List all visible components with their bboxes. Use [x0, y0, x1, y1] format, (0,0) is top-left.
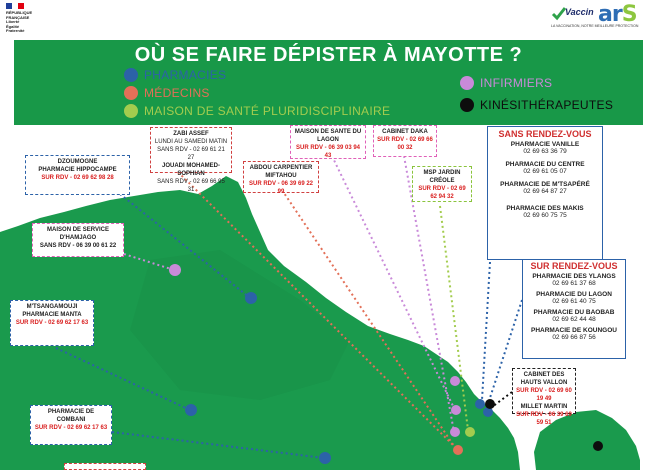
pharmacy-makis-name: PHARMACIE DES MAKIS	[506, 205, 584, 212]
marker-dzoumogne-pharmacy	[245, 292, 257, 304]
box-dzoumogne	[25, 155, 130, 195]
maison-lagon-phone: SUR RDV - 06 39 03 94 43	[295, 145, 361, 159]
pharmacy-koungou-phone: 02 69 66 87 56	[552, 334, 596, 341]
marker-abdou-nurse	[450, 427, 460, 437]
abdou-phone: SUR RDV - 06 39 69 22 99	[248, 181, 314, 195]
msp-name: MSP JARDIN CRÉOLE	[423, 170, 461, 184]
box-abdou	[243, 161, 319, 193]
mtsangamouji-phone: SUR RDV - 02 69 62 17 63	[15, 320, 89, 326]
marker-mamoudzou-pharmacy-1	[475, 399, 485, 409]
pharmacy-mtsapere-phone: 02 69 64 87 27	[523, 188, 567, 195]
pharmacy-lagon-name: PHARMACIE DU LAGON	[536, 291, 612, 298]
box-combani	[30, 405, 112, 445]
pharmacy-koungou-name: PHARMACIE DE KOUNGOU	[531, 327, 617, 334]
hamjago-phone: SANS RDV - 06 39 00 61 22	[39, 243, 117, 249]
jouadi-name: JOUADI MOHAMED-SOPHIAN	[162, 163, 220, 177]
pharmacy-mtsapere-name: PHARMACIE DE M'TSAPÉRÉ	[500, 181, 590, 188]
box-msp	[412, 166, 472, 202]
legend-label-medecins: MÉDECINS	[144, 86, 210, 100]
combani-phone: SUR RDV - 02 69 62 17 63	[34, 425, 108, 431]
pharmacy-vanille-phone: 02 69 63 36 79	[523, 148, 567, 155]
marker-kine-1	[485, 399, 495, 409]
vaccin-logo-word: Vaccin	[565, 7, 594, 17]
leader-line-sans-rdv	[482, 262, 490, 400]
daka-name: CABINET DAKA	[382, 129, 428, 135]
marker-kine-2	[593, 441, 603, 451]
legend-label-infirmiers: INFIRMIERS	[480, 76, 553, 90]
jouadi-phone: SANS RDV - 02 69 66 95 31	[157, 179, 225, 193]
ars-logo-ar: ar	[598, 2, 622, 27]
box-hauts-vallon	[512, 368, 576, 426]
mtsangamouji-town: M'TSANGAMOUJI	[26, 304, 78, 310]
dzoumogne-town: DZOUMOGNE	[57, 159, 98, 165]
marker-mtsangamouji-pharmacy	[185, 404, 197, 416]
msp-phone: SUR RDV - 02 69 62 94 32	[418, 186, 466, 200]
abdou-name: ABDOU CARPENTIER MIFTAHOU	[249, 165, 313, 179]
pharmacy-lagon-phone: 02 69 61 40 75	[552, 298, 596, 305]
hamjago-name: MAISON DE SERVICE D'HAMJAGO	[47, 227, 109, 241]
box-daka	[373, 125, 437, 157]
millet-name: MILLET MARTIN	[520, 404, 568, 410]
sur-rdv-heading: SUR RENDEZ-VOUS	[530, 261, 618, 271]
marker-combani-pharmacy	[319, 452, 331, 464]
maison-lagon-name: MAISON DE SANTE DU LAGON	[294, 129, 362, 143]
sans-rdv-heading: SANS RENDEZ-VOUS	[498, 129, 592, 139]
legend-label-pharmacies: PHARMACIES	[144, 68, 227, 82]
pharmacy-centre-name: PHARMACIE DU CENTRE	[505, 161, 585, 168]
zabi-name: ZABI ASSEF	[173, 131, 209, 137]
marker-medecin	[453, 445, 463, 455]
pharmacy-makis-phone: 02 69 60 75 75	[523, 212, 567, 219]
panel-sur-rdv	[522, 259, 626, 359]
page-title: OÙ SE FAIRE DÉPISTER À MAYOTTE ?	[134, 44, 523, 66]
mtsangamouji-pharmacy: PHARMACIE MANTA	[22, 312, 82, 318]
pharmacy-vanille-name: PHARMACIE VANILLE	[510, 141, 580, 148]
combani-pharmacy: PHARMACIE DE COMBANI	[47, 409, 95, 423]
zabi-hours: LUNDI AU SAMEDI MATIN	[154, 139, 228, 145]
rf-logo-text: RÉPUBLIQUE FRANÇAISE Liberté Égalité Fraternité	[6, 10, 33, 33]
pharmacy-centre-phone: 02 69 61 05 07	[523, 168, 567, 175]
box-partial-bottom	[64, 463, 146, 470]
marker-lagon-nurse	[450, 376, 460, 386]
box-mtsangamouji	[10, 300, 94, 346]
millet-phone: SUR RDV - 06 39 69 59 51	[516, 412, 572, 426]
hauts-vallon-name: CABINET DES HAUTS VALLON	[520, 372, 568, 386]
pharmacy-baobab-name: PHARMACIE DU BAOBAB	[533, 309, 615, 316]
dzoumogne-pharmacy: PHARMACIE HIPPOCAMPE	[38, 167, 117, 173]
ars-logo-s: S	[621, 2, 637, 27]
marker-msp-maison	[465, 427, 475, 437]
legend-label-kine: KINÉSITHÉRAPEUTES	[480, 98, 614, 112]
vaccin-logo-subtitle: LA VACCINATION, NOTRE MEILLEURE PROTECTION	[551, 24, 639, 28]
pharmacy-baobab-phone: 02 69 62 44 48	[552, 316, 596, 323]
zabi-phone: SANS RDV - 02 69 61 21 27	[157, 147, 225, 161]
dzoumogne-phone: SUR RDV - 02 69 62 98 28	[41, 175, 114, 181]
legend-label-maison-sante: MAISON DE SANTÉ PLURIDISCIPLINAIRE	[144, 104, 391, 118]
daka-phone: SUR RDV - 02 69 66 00 32	[377, 137, 433, 151]
pharmacy-ylangs-phone: 02 69 61 37 68	[552, 280, 596, 287]
box-maison-lagon	[290, 125, 366, 159]
box-zabi	[150, 127, 232, 193]
panel-sans-rdv	[487, 126, 603, 260]
marker-daka-nurse	[451, 405, 461, 415]
hauts-vallon-phone: SUR RDV - 02 69 60 19 49	[516, 388, 572, 402]
marker-hamjago-nurse	[169, 264, 181, 276]
pharmacy-ylangs-name: PHARMACIE DES YLANGS	[532, 273, 616, 280]
box-hamjago	[32, 223, 124, 257]
